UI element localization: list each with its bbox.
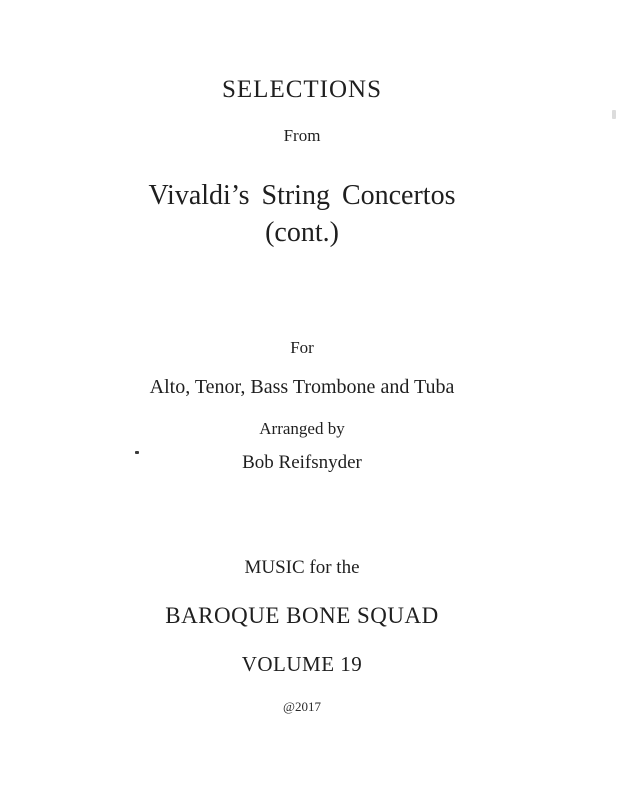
main-title-line2: (cont.) <box>265 217 339 248</box>
main-title-line1: Vivaldi’s String Concertos <box>148 180 456 211</box>
from-label: From <box>283 126 321 145</box>
volume-number: VOLUME 19 <box>241 652 363 676</box>
for-label: For <box>290 338 314 357</box>
arranged-by-label: Arranged by <box>259 419 345 438</box>
scan-speck-artifact <box>135 451 139 454</box>
copyright-notice: @2017 <box>283 699 321 714</box>
series-title-line2: BAROQUE BONE SQUAD <box>165 603 439 628</box>
arranger-name: Bob Reifsnyder <box>242 452 362 473</box>
series-title-line1: MUSIC for the <box>244 557 360 578</box>
scan-edge-artifact <box>612 110 616 119</box>
selections-heading: SELECTIONS <box>222 76 382 103</box>
instrumentation-line: Alto, Tenor, Bass Trombone and Tuba <box>149 376 455 398</box>
